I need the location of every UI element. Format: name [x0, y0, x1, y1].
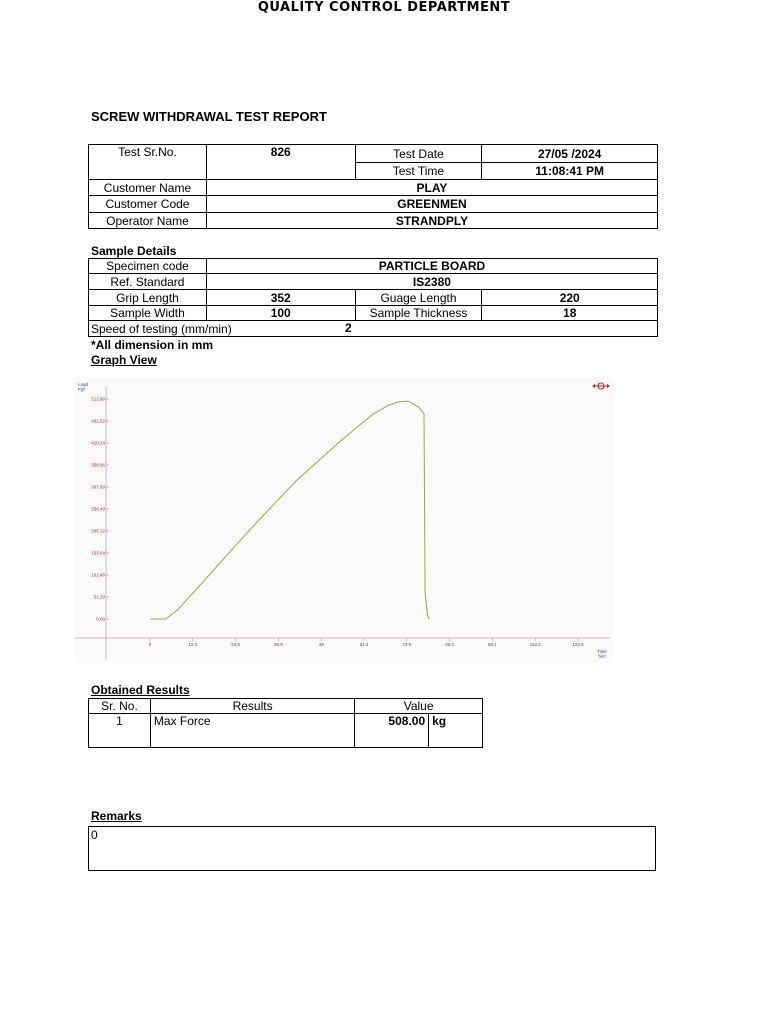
- gauge-length-label: Guage Length: [355, 290, 482, 306]
- result-name: Max Force: [150, 714, 354, 748]
- customer-name-label: Customer Name: [89, 180, 207, 196]
- result-value: 508.00: [355, 714, 429, 748]
- test-sr-value: 826: [206, 145, 355, 180]
- col-sr-header: Sr. No.: [89, 699, 151, 714]
- test-time-value: 11:08:41 PM: [482, 163, 658, 180]
- specimen-label: Specimen code: [89, 259, 207, 274]
- ref-standard-label: Ref. Standard: [89, 274, 207, 290]
- result-sr: 1: [89, 714, 151, 748]
- y-tick-label: 102.40: [91, 572, 105, 578]
- obtained-results-heading: Obtained Results: [91, 683, 190, 697]
- col-value-header: Value: [355, 699, 483, 714]
- sample-details-table: [88, 258, 658, 337]
- x-tick-label: 98.1: [488, 642, 497, 647]
- y-tick-label: 307.68: [91, 484, 105, 490]
- test-date-label: Test Date: [355, 145, 482, 163]
- sample-width-value: 100: [206, 306, 355, 321]
- operator-value: STRANDPLY: [206, 213, 657, 229]
- x-tick-label: 24.6: [231, 642, 240, 647]
- speed-value: 2: [345, 321, 352, 335]
- speed-label: Speed of testing (mm/min): [91, 321, 232, 336]
- y-tick-label: 512.80: [91, 396, 105, 402]
- graph-view-heading: Graph View: [91, 353, 157, 367]
- y-tick-label: 153.64: [91, 550, 105, 556]
- sample-thickness-value: 18: [482, 306, 658, 321]
- result-unit: kg: [429, 714, 483, 748]
- ref-standard-value: IS2380: [206, 274, 657, 290]
- x-tick-label: 0: [148, 642, 152, 647]
- x-tick-label: 12.3: [188, 642, 198, 647]
- test-date-value: 27/05 /2024: [482, 145, 658, 163]
- x-tick-label: 49: [318, 642, 324, 647]
- department-heading: QUALITY CONTROL DEPARTMENT: [257, 0, 511, 15]
- x-tick-label: 36.9: [274, 642, 283, 647]
- y-tick-label: 461.52: [91, 418, 105, 424]
- x-tick-label: 122.6: [572, 642, 584, 647]
- remarks-heading: Remarks: [91, 809, 142, 823]
- gauge-length-value: 220: [482, 290, 658, 306]
- y-axis-label: Load Kgf: [78, 382, 89, 392]
- col-results-header: Results: [150, 699, 354, 714]
- sample-details-heading: Sample Details: [91, 244, 177, 258]
- x-tick-label: 61.3: [359, 642, 369, 647]
- sample-thickness-label: Sample Thickness: [355, 306, 482, 321]
- customer-code-value: GREENMEN: [206, 196, 657, 213]
- results-table: [88, 698, 483, 748]
- remarks-box: [88, 826, 656, 871]
- test-time-label: Test Time: [355, 163, 482, 180]
- grip-length-label: Grip Length: [89, 290, 207, 306]
- specimen-value: PARTICLE BOARD: [206, 259, 657, 274]
- x-tick-label: 73.6: [402, 642, 412, 647]
- speed-row: [89, 321, 658, 337]
- y-tick-label: 51.20: [93, 594, 105, 600]
- chart-background: [75, 378, 613, 663]
- table-row: [89, 714, 483, 748]
- customer-code-label: Customer Code: [89, 196, 207, 213]
- report-title: SCREW WITHDRAWAL TEST REPORT: [91, 109, 327, 124]
- test-info-table: [88, 144, 658, 229]
- x-tick-label: 86.0: [445, 642, 454, 647]
- dimension-note: *All dimension in mm: [91, 338, 214, 352]
- y-tick-label: 0.00: [96, 616, 105, 622]
- x-axis-label: Time Sec: [597, 649, 607, 659]
- remarks-text: 0: [91, 828, 98, 842]
- y-tick-label: 410.24: [91, 440, 105, 446]
- customer-name-value: PLAY: [206, 180, 657, 196]
- grip-length-value: 352: [206, 290, 355, 306]
- y-tick-label: 358.96: [91, 462, 105, 468]
- sample-width-label: Sample Width: [89, 306, 207, 321]
- test-sr-label: Test Sr.No.: [89, 145, 207, 180]
- operator-label: Operator Name: [89, 213, 207, 229]
- x-tick-label: 110.3: [529, 642, 541, 647]
- load-time-chart: [75, 378, 613, 663]
- y-tick-label: 256.40: [91, 506, 105, 512]
- y-tick-label: 205.12: [91, 528, 105, 534]
